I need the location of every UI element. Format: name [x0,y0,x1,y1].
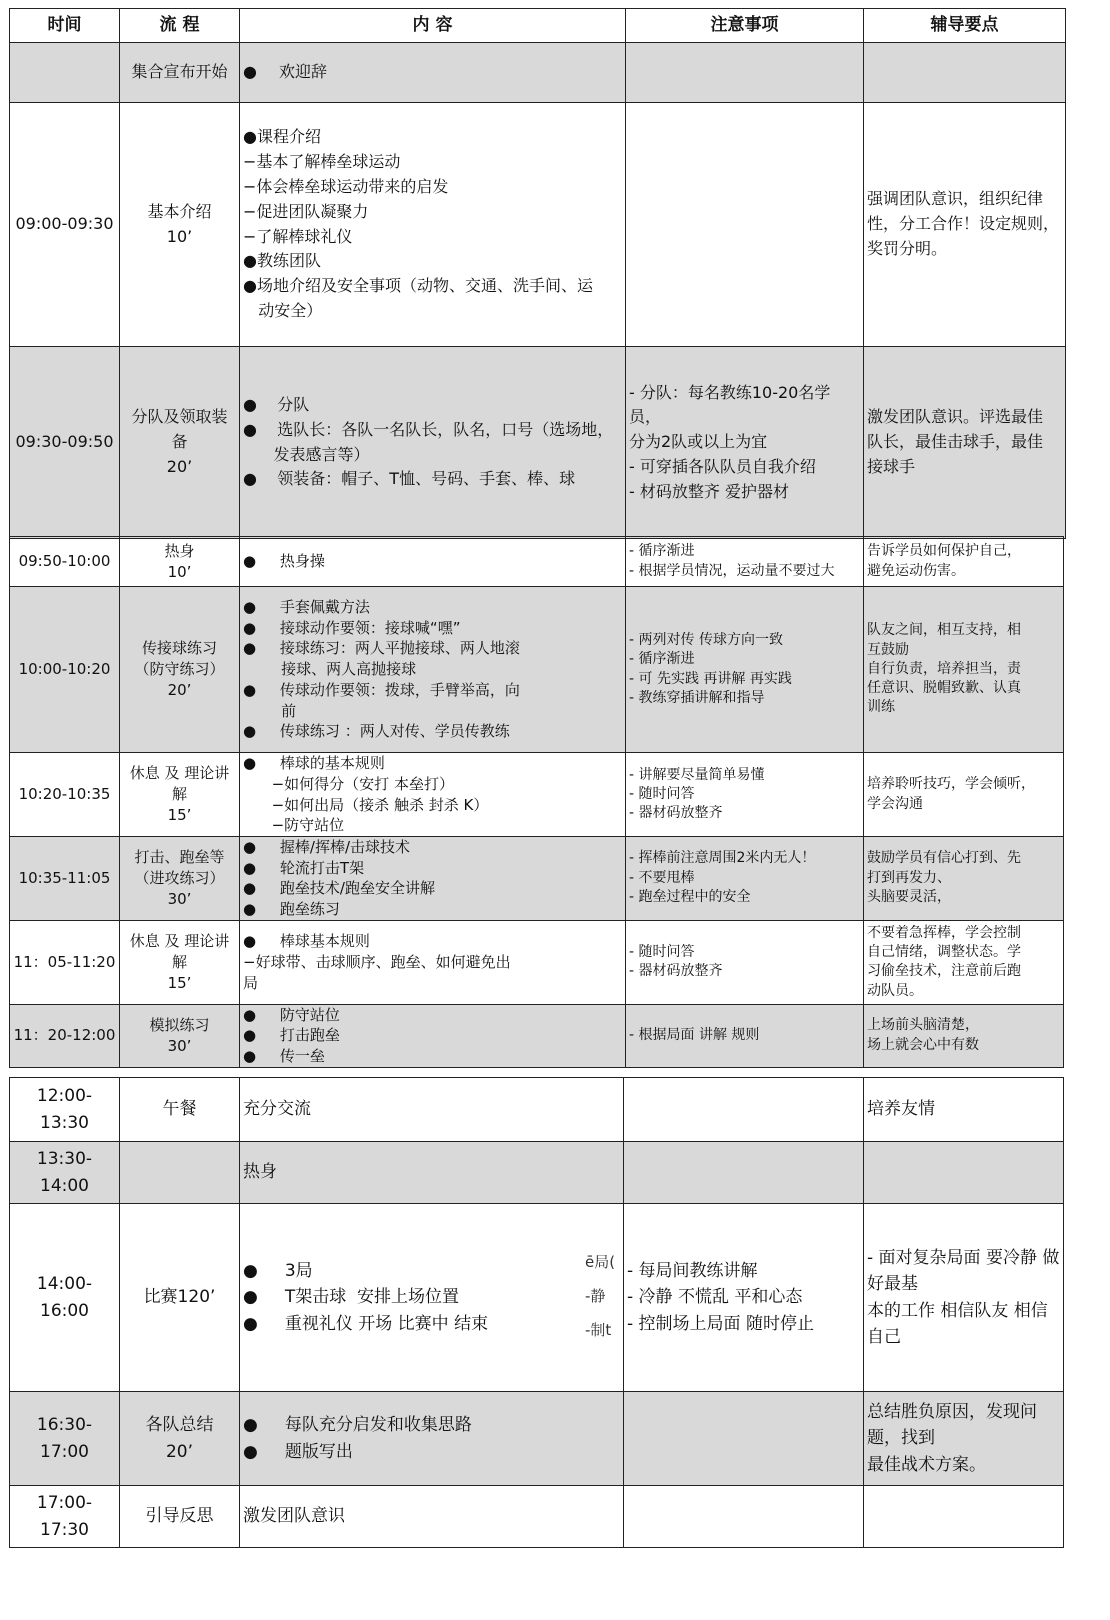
time-cell [10,1204,120,1392]
guide-cell [864,587,1064,753]
content-cell [240,537,626,587]
content-cell-line: ● 传球动作要领：拨球，手臂举高，向 [243,680,520,699]
content-cell [240,920,626,1004]
header-row [10,9,1066,43]
time-cell [10,103,120,347]
notes-cell-line: - 随时问答 [629,785,695,802]
guide-cell-line: 上场前头脑清楚， [867,1017,979,1034]
guide-cell [864,103,1066,347]
time-cell [10,537,120,587]
clipped-line: -静 [585,1287,606,1305]
guide-cell-line: 互鼓励 [867,641,909,658]
time-cell [10,43,120,103]
flow-cell-line: 30’ [167,889,192,908]
guide-cell-line: 告诉学员如何保护自己， [867,543,1021,560]
notes-cell-line: - 可 先实践 再讲解 再实践 [629,670,792,687]
guide-cell-line: 头脑要灵活， [867,889,951,906]
content-cell-line: 前 [243,701,297,720]
flow-cell-line: 20’ [167,680,192,699]
flow-cell [120,347,240,539]
guide-cell-line: 强调团队意识，组织纪律 [867,189,1044,209]
flow-cell [120,43,240,103]
time-cell-text: 09:30-09:50 [15,432,114,452]
content-cell [240,1486,624,1548]
clipped-text-fragment [585,1245,615,1347]
flow-cell-line: 30’ [167,1036,192,1055]
time-cell [10,1486,120,1548]
time-cell-text: 14:00-16:00 [36,1274,93,1321]
flow-cell-line: 集合宣布开始 [131,62,228,82]
flow-cell [120,1142,240,1204]
schedule-row [10,1142,1064,1204]
time-cell [10,1078,120,1142]
content-cell [240,587,626,753]
notes-cell [626,753,864,837]
time-cell [10,920,120,1004]
guide-cell-line: 自行负责，培养担当，责 [867,660,1021,677]
flow-cell-line: 15’ [167,805,192,824]
time-cell-text: 17:00-17:30 [36,1493,93,1540]
content-cell-line: −防守站位 [243,816,345,835]
flow-cell-line: 午餐 [162,1099,197,1120]
flow-cell-line: 热身 [164,541,195,560]
guide-cell-line: 队长，最佳击球手，最佳 [867,432,1044,452]
flow-cell-line: 基本介绍 [147,201,212,221]
content-cell [240,753,626,837]
notes-cell-line: - 教练穿插讲解和指导 [629,689,765,706]
guide-cell [864,1486,1064,1548]
guide-cell [864,920,1064,1004]
content-cell-line: 接球、两人高抛接球 [243,660,417,679]
notes-cell-line: - 器材码放整齐 [629,963,723,980]
schedule-row [10,103,1066,347]
guide-cell [864,837,1064,921]
schedule-table-morning-2 [9,536,1064,1068]
header-guide: 辅导要点 [864,9,1066,43]
flow-cell-line: 15’ [167,973,192,992]
time-cell-text: 13:30-14:00 [36,1149,93,1196]
content-cell-line: 激发团队意识 [243,1506,345,1527]
flow-cell-line: 10’ [166,226,193,246]
content-cell-line: ● 热身操 [243,552,325,571]
content-cell-line: 局 [243,973,259,992]
clipped-line: ē局( [585,1253,616,1271]
content-cell-line: ● 手套佩戴方法 [243,598,370,617]
content-cell-line: 发表感言等） [243,444,370,464]
guide-cell [864,1078,1064,1142]
notes-cell-line: - 可穿插各队队员自我介绍 [629,456,816,476]
schedule-table-afternoon [9,1077,1064,1548]
flow-cell-line: 各队总结 [145,1415,214,1436]
content-cell-line: −如何出局（接杀 触杀 封杀 K） [243,795,489,814]
guide-cell-line: 奖罚分明。 [867,238,948,258]
content-cell [240,1004,626,1067]
header-time: 时间 [10,9,120,43]
flow-cell [120,1486,240,1548]
content-cell [240,103,626,347]
guide-cell [864,347,1066,539]
time-cell-text: 12:00-13:30 [36,1086,93,1133]
notes-cell-line: - 挥棒前注意周围2米内无人！ [629,850,816,867]
schedule-row [10,537,1064,587]
flow-cell-line: 20’ [166,456,193,476]
flow-cell [120,1004,240,1067]
guide-cell-line: 激发团队意识。评选最佳 [867,407,1044,427]
guide-cell-line: 本的工作 相信队友 相信自己 [867,1300,1048,1347]
notes-cell-line: - 不要甩棒 [629,869,695,886]
notes-cell-line: - 器材码放整齐 [629,805,723,822]
guide-cell [864,1142,1064,1204]
guide-cell-line: 性，分工合作！设定规则， [867,214,1060,234]
content-cell-line: 热身 [243,1162,277,1183]
notes-cell-line: - 循序渐进 [629,543,695,560]
header-content: 内 容 [240,9,626,43]
time-cell [10,1004,120,1067]
notes-cell-line: - 材码放整齐 爱护器材 [629,481,789,501]
content-cell-line: −了解棒球礼仪 [243,226,353,246]
flow-cell-line: （防守练习） [134,660,225,679]
notes-cell [626,347,864,539]
time-cell-text: 11：20-12:00 [13,1026,116,1045]
guide-cell-line: 培养聆听技巧，学会倾听， [867,776,1035,793]
schedule-row [10,43,1066,103]
guide-cell-line: 不要着急挥棒，学会控制 [867,924,1021,941]
schedule-table-morning-1 [9,8,1066,539]
content-cell [240,43,626,103]
flow-cell-line: 打击、跑垒等 [134,848,225,867]
time-cell [10,1142,120,1204]
content-cell-line: −基本了解棒垒球运动 [243,152,401,172]
guide-cell-line: 总结胜负原因，发现问题，找到 [867,1401,1037,1449]
notes-cell-line: - 讲解要尽量简单易懂 [629,766,765,783]
guide-cell-line: - 面对复杂局面 要冷静 做好最基 [867,1247,1060,1295]
content-cell-line: 充分交流 [243,1099,311,1120]
flow-cell-line: 引导反思 [145,1506,214,1527]
time-cell-text: 10:20-10:35 [18,785,111,804]
notes-cell [624,1142,864,1204]
guide-cell-line: 训练 [867,699,895,716]
guide-cell-line: 习偷垒技术，注意前后跑 [867,963,1021,980]
notes-cell-line: - 根据局面 讲解 规则 [629,1027,760,1044]
flow-cell-line: 备 [171,432,188,452]
guide-cell-line: 队友之间，相互支持，相 [867,622,1021,639]
content-cell-line: −体会棒垒球运动带来的启发 [243,176,449,196]
content-cell-line: −促进团队凝聚力 [243,201,369,221]
guide-cell-line: 自己情绪，调整状态。学 [867,943,1021,960]
guide-cell-line: 鼓励学员有信心打到、先 [867,850,1021,867]
schedule-row [10,1204,1064,1392]
time-cell-text: 09:50-10:00 [18,552,111,571]
notes-cell-line: - 循序渐进 [629,651,695,668]
time-cell [10,837,120,921]
flow-cell-line: 10’ [167,562,192,581]
schedule-row [10,837,1064,921]
content-cell-line: 动安全） [243,300,323,320]
guide-cell [864,537,1064,587]
notes-cell [626,103,864,347]
guide-cell-line: 场上就会心中有数 [867,1036,979,1053]
guide-cell-line: 最佳战术方案。 [867,1454,986,1475]
flow-cell [120,103,240,347]
guide-cell [864,1392,1064,1486]
flow-cell-line: （进攻练习） [134,869,225,888]
notes-cell [626,1004,864,1067]
content-cell [240,837,626,921]
notes-cell-line: - 控制场上局面 随时停止 [627,1313,814,1334]
flow-cell [120,1204,240,1392]
guide-cell-line: 打到再发力、 [867,869,951,886]
time-cell-text: 10:35-11:05 [18,869,111,888]
content-cell-line: ● 棒球的基本规则 [243,754,385,773]
content-cell [240,1142,624,1204]
content-cell-line: ● 3局 [243,1260,313,1281]
header-notes: 注意事项 [626,9,864,43]
guide-cell-line: 接球手 [867,456,916,476]
content-cell [240,1204,624,1392]
content-cell [240,347,626,539]
notes-cell [624,1078,864,1142]
content-cell-line: ● 棒球基本规则 [243,932,370,951]
time-cell [10,1392,120,1486]
content-cell-line: ● 领装备：帽子、T恤、号码、手套、棒、球 [243,469,576,489]
guide-cell-line: 避免运动伤害。 [867,562,965,579]
schedule-row [10,347,1066,539]
content-cell-line: ● 传一垒 [243,1047,325,1066]
content-cell-line: ● 跑垒练习 [243,900,340,919]
content-cell [240,1392,624,1486]
time-cell-text: 10:00-10:20 [18,660,111,679]
flow-cell-line: 分队及领取装 [131,407,228,427]
notes-cell [624,1486,864,1548]
content-cell-line: −如何得分（安打 本垒打） [243,774,454,793]
guide-cell-line: 学会沟通 [867,795,923,812]
flow-cell [120,837,240,921]
content-cell-line: ● 防守站位 [243,1005,340,1024]
flow-cell [120,753,240,837]
content-cell-line: ●课程介绍 [243,127,321,147]
schedule-row [10,753,1064,837]
schedule-row [10,587,1064,753]
time-cell [10,753,120,837]
content-cell-line: −好球带、击球顺序、跑垒、如何避免出 [243,952,511,971]
time-cell-text: 11：05-11:20 [13,952,116,971]
flow-cell-line: 比赛120’ [143,1287,216,1308]
content-cell-line: ● T架击球 安排上场位置 [243,1287,460,1308]
content-cell-line: ● 选队长：各队一名队长，队名，口号（选场地， [243,419,614,439]
clipped-line: -制t [585,1321,612,1339]
content-cell-line: ● 传球练习 ：两人对传、学员传教练 [243,722,510,741]
content-cell [240,1078,624,1142]
content-cell-line: ● 接球练习：两人平抛接球、两人地滚 [243,639,520,658]
content-cell-line: ● 分队 [243,394,310,414]
content-cell-line: ● 题版写出 [243,1441,353,1462]
guide-cell [864,753,1064,837]
notes-cell [626,537,864,587]
notes-cell [624,1392,864,1486]
time-cell [10,587,120,753]
notes-cell-line: - 分队：每名教练10-20名学员， [629,382,831,427]
notes-cell-line: - 每局间教练讲解 [627,1260,758,1281]
flow-cell [120,587,240,753]
flow-cell-line: 传接球练习 [141,639,217,658]
notes-cell-line: - 冷静 不慌乱 平和心态 [627,1287,803,1308]
content-cell-line: ● 打击跑垒 [243,1026,340,1045]
time-cell-text: 16:30-17:00 [36,1415,93,1462]
schedule-row [10,1078,1064,1142]
guide-cell [864,1004,1064,1067]
notes-cell-line: - 跑垒过程中的安全 [629,889,751,906]
content-cell-line: ● 每队充分启发和收集思路 [243,1415,472,1436]
notes-cell [626,43,864,103]
guide-cell-line: 任意识、脱帽致歉、认真 [867,680,1021,697]
guide-cell [864,43,1066,103]
content-cell-line: ●教练团队 [243,251,321,271]
schedule-row [10,1392,1064,1486]
flow-cell-line: 20’ [165,1441,194,1462]
content-cell-line: ● 轮流打击T架 [243,858,365,877]
notes-cell-line: 分为2队或以上为宜 [629,432,768,452]
flow-cell [120,1392,240,1486]
notes-cell [624,1204,864,1392]
content-cell-line: ● 欢迎辞 [243,60,622,85]
notes-cell-line: - 根据学员情况，运动量不要过大 [629,562,835,579]
content-cell-line: ● 重视礼仪 开场 比赛中 结束 [243,1313,489,1334]
flow-cell-line: 休息 及 理论讲解 [129,764,230,804]
schedule-row [10,1486,1064,1548]
content-cell-line: ● 跑垒技术/跑垒安全讲解 [243,879,435,898]
flow-cell [120,537,240,587]
schedule-row [10,1004,1064,1067]
header-flow: 流 程 [120,9,240,43]
notes-cell-line: - 随时问答 [629,943,695,960]
guide-cell-line: 动队员。 [867,982,923,999]
schedule-row [10,920,1064,1004]
notes-cell [626,587,864,753]
time-cell [10,347,120,539]
notes-cell [626,920,864,1004]
content-cell-line: ● 接球动作要领：接球喊“嘿” [243,618,461,637]
notes-cell-line: - 两列对传 传球方向一致 [629,631,783,648]
content-cell-line: ● 握棒/挥棒/击球技术 [243,838,411,856]
flow-cell-line: 模拟练习 [149,1016,210,1035]
guide-cell-line: 培养友情 [867,1099,935,1120]
notes-cell [626,837,864,921]
content-cell-line: ●场地介绍及安全事项（动物、交通、洗手间、运 [243,276,593,296]
time-cell-text: 09:00-09:30 [15,214,114,234]
flow-cell-line: 休息 及 理论讲解 [129,932,230,971]
flow-cell [120,920,240,1004]
flow-cell [120,1078,240,1142]
guide-cell [864,1204,1064,1392]
